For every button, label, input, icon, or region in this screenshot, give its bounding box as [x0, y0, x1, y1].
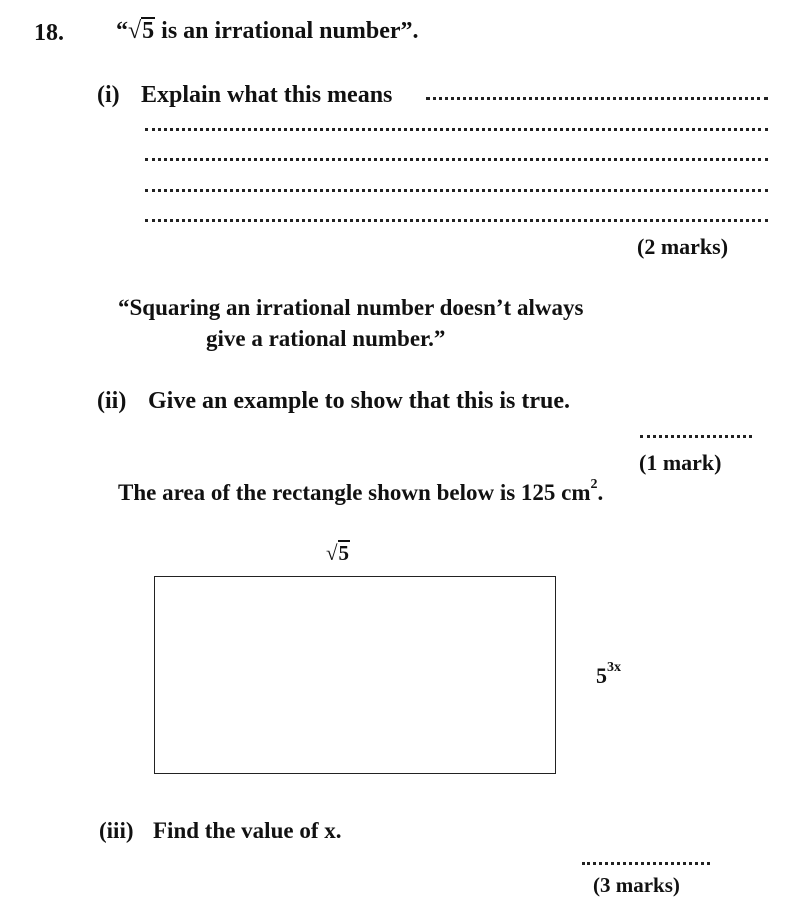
area-statement: [118, 477, 604, 505]
sqrt-five-symbol: √5: [128, 18, 155, 44]
statement-text: is an irrational number”.: [155, 18, 419, 44]
rectangle-shape: [154, 576, 556, 774]
radicand: 5: [142, 18, 155, 44]
rectangle-height-label: [596, 660, 621, 688]
claim-line-1: “Squaring an irrational number doesn’t always: [118, 295, 584, 320]
answer-line-ii[interactable]: [640, 435, 752, 438]
width-radicand: 5: [338, 541, 350, 565]
height-base: 5: [596, 663, 607, 688]
answer-line-5[interactable]: [145, 219, 768, 222]
answer-line-1[interactable]: [426, 97, 768, 100]
part-iii-marks: (3 marks): [593, 873, 680, 897]
part-iii-label: (iii): [99, 818, 134, 843]
part-ii-label: (ii): [97, 388, 127, 414]
answer-line-4[interactable]: [145, 189, 768, 192]
area-end: .: [597, 480, 604, 505]
answer-line-2[interactable]: [145, 128, 768, 131]
answer-line-3[interactable]: [145, 158, 768, 161]
answer-line-iii[interactable]: [582, 862, 710, 865]
area-text: The area of the rectangle shown below is 125 cm: [118, 480, 591, 505]
open-quote: “: [116, 18, 128, 44]
part-ii-prompt: Give an example to show that this is true.: [148, 388, 570, 414]
rectangle-width-label: √5: [326, 541, 350, 565]
height-exponent: 3x: [607, 660, 621, 675]
area-exponent: 2: [590, 477, 598, 492]
part-ii-marks: (1 mark): [639, 450, 722, 475]
question-number: 18.: [34, 20, 64, 46]
part-i-label: (i): [97, 82, 120, 108]
part-i-prompt: Explain what this means: [141, 82, 393, 108]
part-iii-prompt: Find the value of x.: [153, 818, 342, 843]
question-statement: [116, 17, 419, 44]
claim-line-2: give a rational number.”: [206, 326, 446, 351]
part-i-marks: (2 marks): [637, 234, 729, 259]
